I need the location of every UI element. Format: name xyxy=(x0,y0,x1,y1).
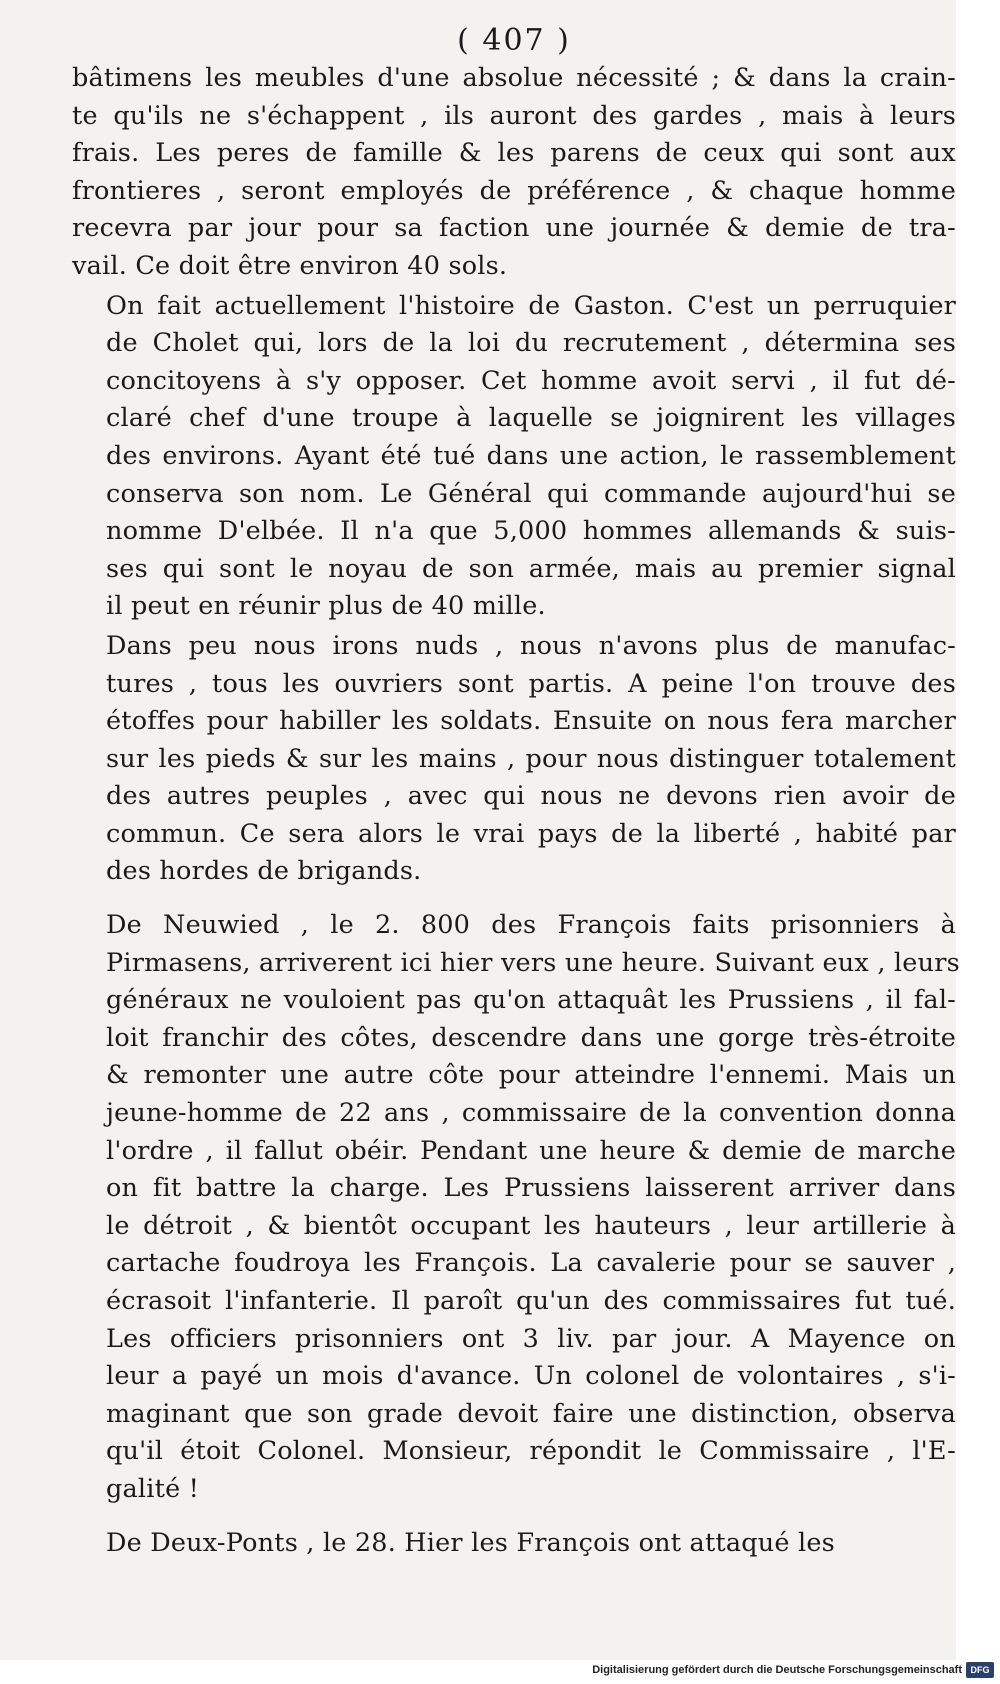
page-margin xyxy=(956,0,1000,1660)
text-line: jeune-homme de 22 ans , commissaire de la convention donna xyxy=(106,1098,956,1129)
digitization-credit: Digitalisierung gefördert durch die Deutsche Forschungsgemeinschaft xyxy=(592,1664,962,1676)
text-line: il peut en réunir plus de 40 mille. xyxy=(106,591,546,622)
text-line: des environs. Ayant été tué dans une action, le rassemblement xyxy=(106,440,956,471)
text-line: De Deux-Ponts , le 28. Hier les François ont attaqué les xyxy=(106,1527,835,1558)
text-line: conserva son nom. Le Général qui commande aujourd'hui se xyxy=(106,478,956,509)
text-line: tures , tous les ouvriers sont partis. A peine l'on trouve des xyxy=(106,668,956,699)
text-line: Les officiers prisonniers ont 3 liv. par jour. A Mayence on xyxy=(106,1323,956,1354)
text-line: claré chef d'une troupe à laquelle se joignirent les villages xyxy=(106,403,956,434)
text-line: frontieres , seront employés de préférence , & chaque homme xyxy=(72,175,956,206)
text-line: étoffes pour habiller les soldats. Ensuite on nous fera marcher xyxy=(106,706,956,737)
text-line: galité ! xyxy=(106,1473,200,1504)
paragraph xyxy=(72,628,956,891)
text-line: le détroit , & bientôt occupant les hauteurs , leur artillerie à xyxy=(106,1210,956,1241)
text-line: frais. Les peres de famille & les parens de ceux qui sont aux xyxy=(72,138,956,169)
page-text xyxy=(72,22,960,1562)
page-number: ( 407 ) xyxy=(457,23,571,58)
text-line: recevra par jour pour sa faction une journée & demie de tra- xyxy=(72,213,956,244)
text-line: écrasoit l'infanterie. Il paroît qu'un des commissaires fut tué. xyxy=(106,1286,956,1316)
paragraph xyxy=(72,907,960,1509)
text-line: maginant que son grade devoit faire une distinction, observa xyxy=(106,1398,956,1429)
text-line: Dans peu nous irons nuds , nous n'avons plus de manufac- xyxy=(106,630,956,661)
paragraph xyxy=(72,1525,956,1563)
text-line: généraux ne vouloient pas qu'on attaquât les Prussiens , il fal- xyxy=(106,985,956,1016)
text-line: bâtimens les meubles d'une absolue nécessité ; & dans la crain- xyxy=(72,63,956,93)
text-line: qu'il étoit Colonel. Monsieur, répondit le Commissaire , l'E- xyxy=(106,1436,956,1467)
text-line: concitoyens à s'y opposer. Cet homme avoit servi , il fut dé- xyxy=(106,365,956,396)
text-line: nomme D'elbée. Il n'a que 5,000 hommes allemands & suis- xyxy=(106,516,956,547)
text-line: te qu'ils ne s'échappent , ils auront des gardes , mais à leurs xyxy=(72,100,956,131)
text-line: des autres peuples , avec qui nous ne devons rien avoir de xyxy=(106,781,956,812)
text-line: cartache foudroya les François. La cavalerie pour se sauver , xyxy=(106,1248,956,1279)
text-line: ses qui sont le noyau de son armée, mais au premier signal xyxy=(106,553,956,584)
text-line: On fait actuellement l'histoire de Gaston. C'est un perruquier xyxy=(106,290,956,321)
text-line: commun. Ce sera alors le vrai pays de la liberté , habité par xyxy=(106,818,956,849)
text-line: loit franchir des côtes, descendre dans une gorge très-étroite xyxy=(106,1022,956,1053)
text-line: Pirmasens, arriverent ici hier vers une heure. Suivant eux , leurs xyxy=(106,947,960,978)
dfg-logo: DFG xyxy=(966,1662,994,1678)
text-line: l'ordre , il fallut obéir. Pendant une heure & demie de marche xyxy=(106,1135,956,1166)
text-line: De Neuwied , le 2. 800 des François faits prisonniers à xyxy=(106,910,956,941)
text-line: de Cholet qui, lors de la loi du recrutement , détermina ses xyxy=(106,328,956,359)
text-line: vail. Ce doit être environ 40 sols. xyxy=(72,250,508,281)
paragraph xyxy=(72,288,956,626)
text-line: leur a payé un mois d'avance. Un colonel de volontaires , s'i- xyxy=(106,1361,956,1392)
text-line: sur les pieds & sur les mains , pour nous distinguer totalement xyxy=(106,743,956,774)
text-line: & remonter une autre côte pour atteindre l'ennemi. Mais un xyxy=(106,1060,956,1091)
text-line: des hordes de brigands. xyxy=(106,856,422,887)
text-line: on fit battre la charge. Les Prussiens laisserent arriver dans xyxy=(106,1173,956,1204)
paragraph xyxy=(72,60,956,286)
